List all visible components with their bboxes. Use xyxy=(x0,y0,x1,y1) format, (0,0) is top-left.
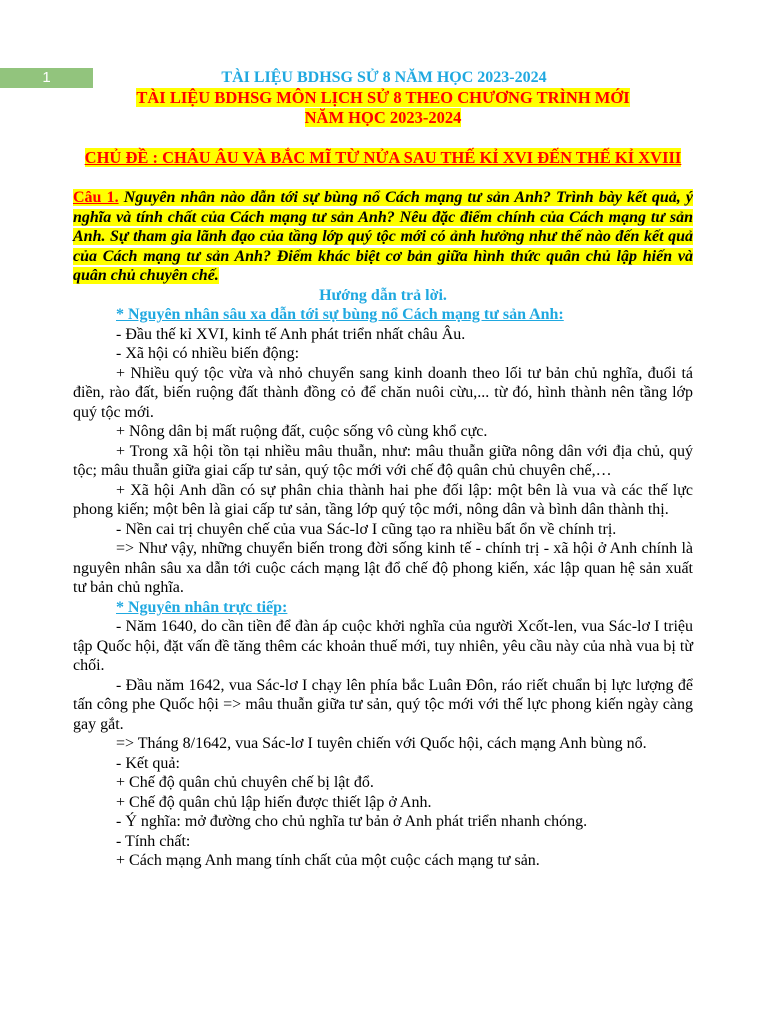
question-label: Câu 1. xyxy=(73,189,119,206)
title-line-1: TÀI LIỆU BDHSG MÔN LỊCH SỬ 8 THEO CHƯƠNG TRÌNH MỚI xyxy=(136,88,630,107)
section-2-paragraph: - Đầu năm 1642, vua Sác-lơ I chạy lên phía bắc Luân Đôn, ráo riết chuẩn bị lực lượng để tấn công phe Quốc hội => mâu thuẫn giữa tư sản, quý tộc mới với thế lực phong kiến ngày càng gay gắt. xyxy=(73,676,693,733)
section-1-paragraph: - Nền cai trị chuyên chế của vua Sác-lơ I cũng tạo ra nhiều bất ổn về chính trị. xyxy=(116,520,617,538)
question-text: Nguyên nhân nào dẫn tới sự bùng nổ Cách mạng tư sản Anh? Trình bày kết quả, ý nghĩa và tính chất của Cách mạng tư sản Anh? Nêu đặc điểm chính của Cách mạng tư sản Anh. Sự tham gia lãnh đạo của tầng lớp quý tộc mới có ảnh hưởng như thế nào đến kết quả của Cách mạng tư sản Anh? Điểm khác biệt cơ bản giữa hình thức quân chủ lập hiến và quân chủ chuyên chế. xyxy=(73,189,694,284)
section-1-paragraph: - Xã hội có nhiều biến động: xyxy=(116,345,300,362)
section-1-paragraph: - Đầu thế kỉ XVI, kinh tế Anh phát triển nhất châu Âu. xyxy=(116,325,466,343)
section-1-paragraph: + Nông dân bị mất ruộng đất, cuộc sống vô cùng khổ cực. xyxy=(116,423,488,440)
topic-heading xyxy=(73,148,693,168)
answer-heading: Hướng dẫn trả lời. xyxy=(319,286,447,304)
section-2-paragraph: + Chế độ quân chủ lập hiến được thiết lập ở Anh. xyxy=(116,793,432,811)
section-2-paragraph: + Cách mạng Anh mang tính chất của một cuộc cách mạng tư sản. xyxy=(116,852,540,869)
section-1-paragraph: + Trong xã hội tồn tại nhiều mâu thuẫn, như: mâu thuẫn giữa nông dân với địa chủ, quý tộc; mâu thuẫn giữa giai cấp tư sản, quý tộc mới với chế độ quân chủ chuyên chế,… xyxy=(73,442,693,479)
title-line-2: NĂM HỌC 2023-2024 xyxy=(304,108,462,127)
section-2-heading: * Nguyên nhân trực tiếp: xyxy=(116,598,288,616)
section-1-paragraph: + Xã hội Anh dần có sự phân chia thành hai phe đối lập: một bên là vua và các thế lực phong kiến; một bên là giai cấp tư sản, tầng lớp quý tộc mới, nông dân và bình dân thành thị. xyxy=(73,481,693,518)
section-1-paragraph: => Như vậy, những chuyển biến trong đời sống kinh tế - chính trị - xã hội ở Anh chính là nguyên nhân sâu xa dẫn tới cuộc cách mạng lật đổ chế độ phong kiến, xác lập quan hệ sản xuất tư bản chủ nghĩa. xyxy=(73,540,693,596)
section-2-paragraph: - Tính chất: xyxy=(116,832,191,850)
section-2-paragraph: - Ý nghĩa: mở đường cho chủ nghĩa tư bản ở Anh phát triển nhanh chóng. xyxy=(116,813,588,830)
topic-text: CHỦ ĐỀ : CHÂU ÂU VÀ BẮC MĨ TỪ NỬA SAU THẾ KỈ XVI ĐẾN THẾ KỈ XVIII xyxy=(84,148,682,167)
section-2-paragraph: => Tháng 8/1642, vua Sác-lơ I tuyên chiến với Quốc hội, cách mạng Anh bùng nổ. xyxy=(116,735,647,752)
section-2-paragraph: + Chế độ quân chủ chuyên chế bị lật đổ. xyxy=(116,774,374,791)
page-header: TÀI LIỆU BDHSG SỬ 8 NĂM HỌC 2023-2024 xyxy=(221,69,547,86)
section-2-paragraph: - Kết quả: xyxy=(116,754,180,772)
page-number: 1 xyxy=(0,68,93,88)
section-1-paragraph: + Nhiều quý tộc vừa và nhỏ chuyển sang kinh doanh theo lối tư bản chủ nghĩa, đuổi tá điền, rào đất, biến ruộng đất thành đồng cỏ để chăn nuôi cừu,... từ đó, hình thành nên tầng lớp quý tộc mới. xyxy=(73,364,693,421)
document-body xyxy=(73,88,693,871)
section-1-heading: * Nguyên nhân sâu xa dẫn tới sự bùng nổ Cách mạng tư sản Anh: xyxy=(116,306,564,323)
document-title xyxy=(73,88,693,128)
section-2-paragraph: - Năm 1640, do cần tiền để đàn áp cuộc khởi nghĩa của người Xcốt-len, vua Sác-lơ I triệu tập Quốc hội, đặt vấn đề tăng thêm các khoản thuế mới, tuy nhiên, yêu cầu này của nhà vua bị từ chối. xyxy=(73,618,693,674)
question-1 xyxy=(73,188,693,286)
